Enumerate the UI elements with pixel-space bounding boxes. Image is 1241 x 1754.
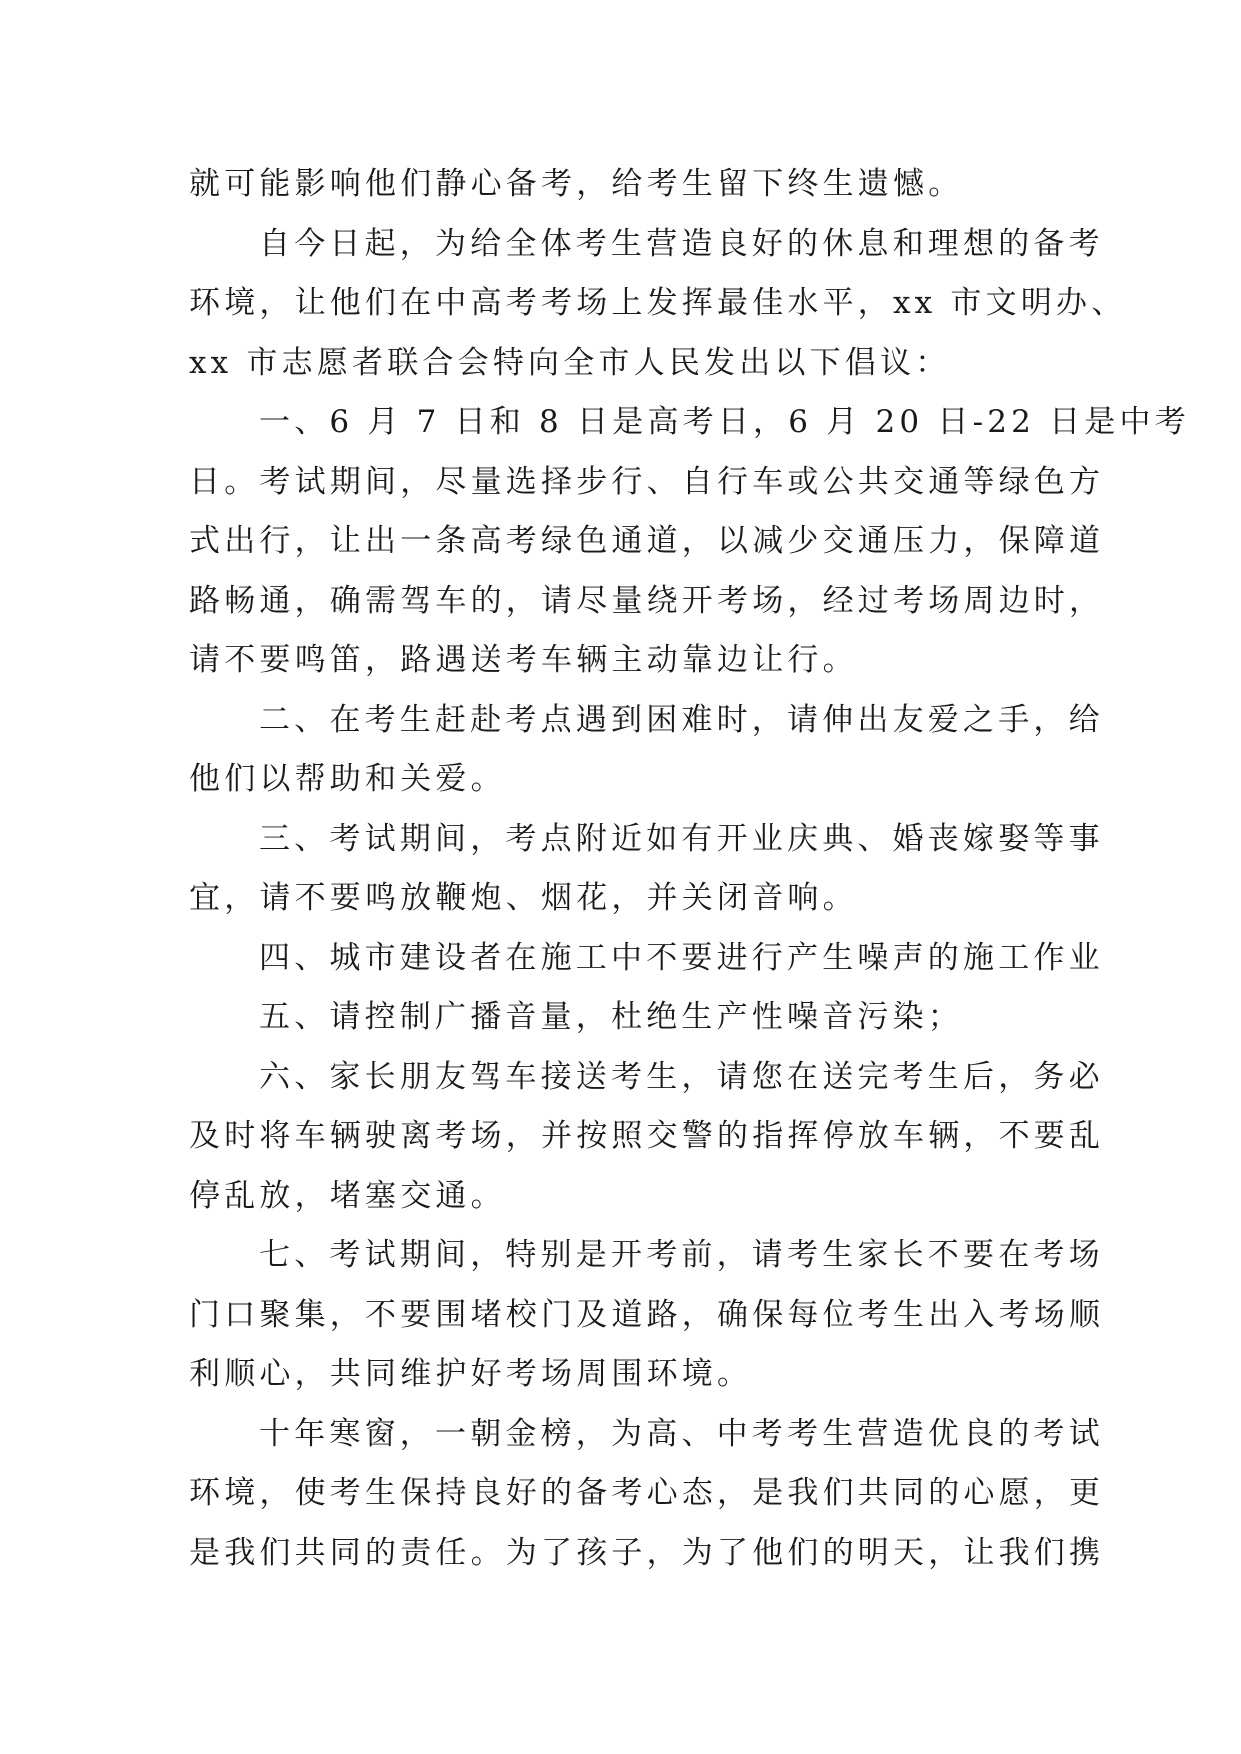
text-line: xx 市志愿者联合会特向全市人民发出以下倡议： [189,344,951,381]
text-line: 环境，让他们在中高考考场上发挥最佳水平，xx 市文明办、 [189,285,1127,321]
text-line: 门口聚集，不要围堵校门及道路，确保每位考生出入考场顺 [189,1296,1105,1333]
text-line: 利顺心，共同维护好考场周围环境。 [189,1356,753,1392]
text-line: 日。考试期间，尽量选择步行、自行车或公共交通等绿色方 [189,463,1105,500]
text-line: 停乱放，堵塞交通。 [189,1177,506,1214]
text-line: 七、考试期间，特别是开考前，请考生家长不要在考场 [259,1237,1104,1273]
text-line: 是我们共同的责任。为了孩子，为了他们的明天，让我们携 [189,1534,1105,1571]
text-line: 式出行，让出一条高考绿色通道，以减少交通压力，保障道 [189,523,1105,559]
text-line: 四、城市建设者在施工中不要进行产生噪声的施工作业 [259,939,1104,976]
text-line: 五、请控制广播音量，杜绝生产性噪音污染； [259,999,963,1035]
text-line: 二、在考生赶赴考点遇到困难时，请伸出友爱之手，给 [259,701,1104,738]
text-line: 请不要鸣笛，路遇送考车辆主动靠边让行。 [189,642,858,678]
text-line: 就可能影响他们静心备考，给考生留下终生遗憾。 [189,166,964,202]
text-line: 他们以帮助和关爱。 [189,761,506,797]
text-line: 一、6 月 7 日和 8 日是高考日，6 月 20 日-22 日是中考 [259,404,1190,440]
text-line: 六、家长朋友驾车接送考生，请您在送完考生后，务必 [259,1058,1104,1095]
text-line: 十年寒窗，一朝金榜，为高、中考考生营造优良的考试 [259,1415,1104,1452]
text-line: 环境，使考生保持良好的备考心态，是我们共同的心愿，更 [189,1475,1105,1511]
text-line: 自今日起，为给全体考生营造良好的休息和理想的备考 [259,225,1104,262]
text-line: 路畅通，确需驾车的，请尽量绕开考场，经过考场周边时， [189,582,1105,619]
text-line: 宜，请不要鸣放鞭炮、烟花，并关闭音响。 [189,880,858,916]
text-line: 及时将车辆驶离考场，并按照交警的指挥停放车辆，不要乱 [189,1118,1105,1154]
text-line: 三、考试期间，考点附近如有开业庆典、婚丧嫁娶等事 [259,820,1104,857]
document-body [189,155,1190,1583]
